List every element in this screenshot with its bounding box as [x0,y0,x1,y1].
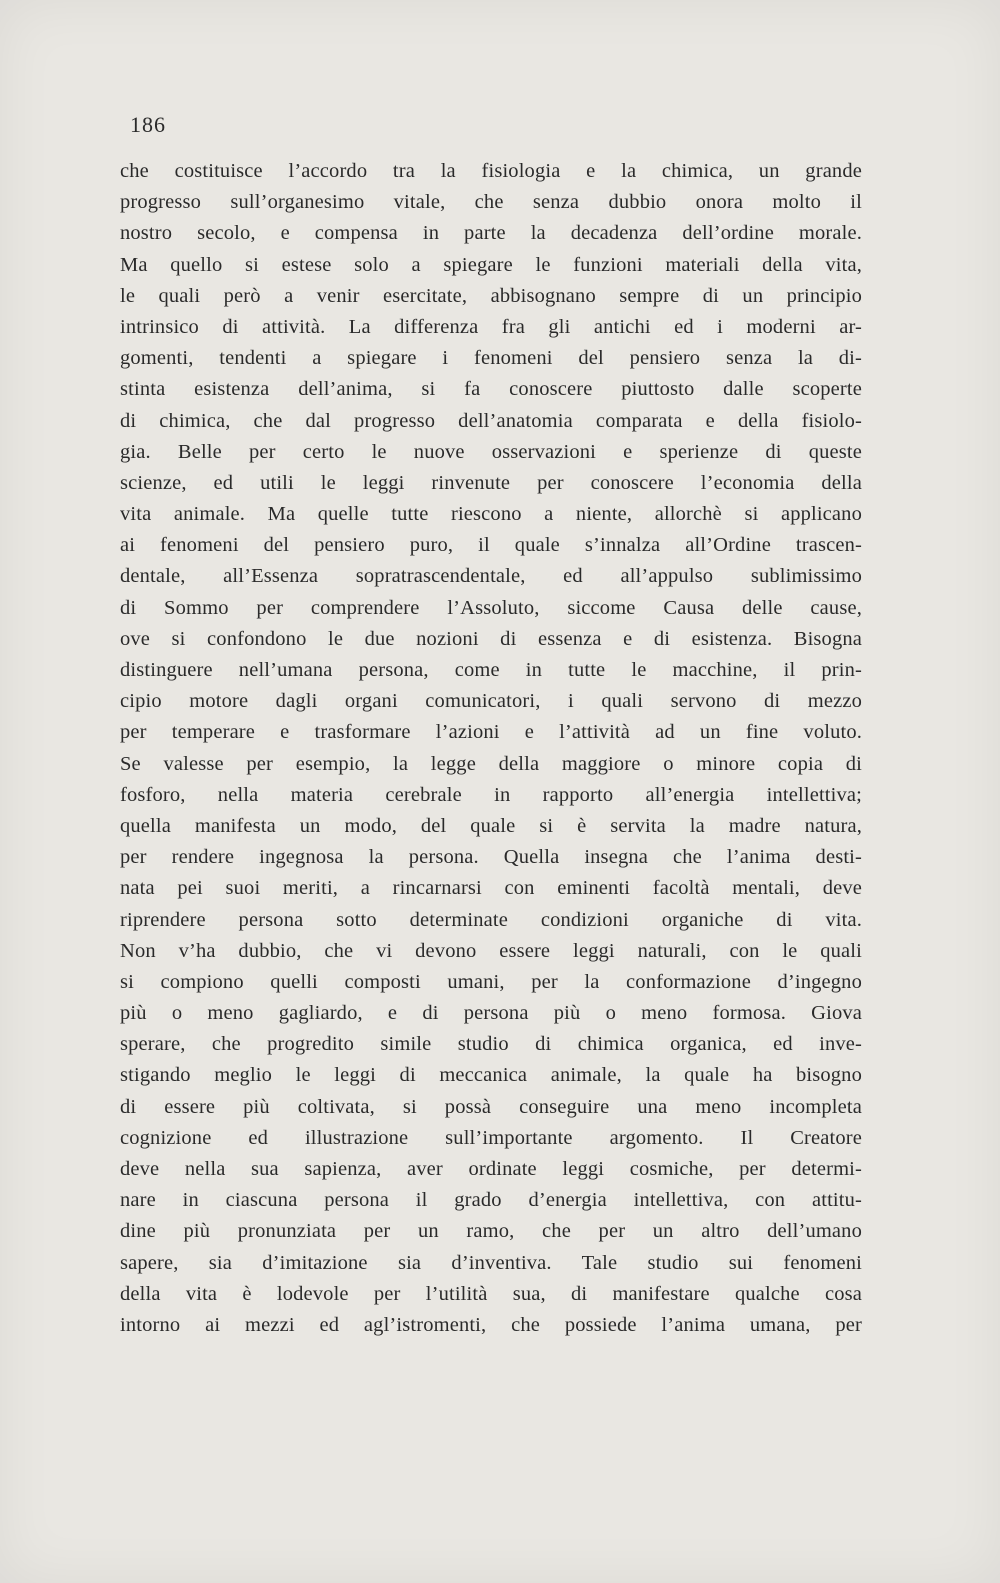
text-line: Se valesse per esempio, la legge della maggiore o minore copia di [120,752,862,775]
text-line: distinguere nell’umana persona, come in tutte le macchine, il prin- [120,659,862,681]
text-line: intrinsico di attività. La differenza fra gli antichi ed i moderni ar- [120,315,862,338]
text-line: per temperare e trasformare l’azioni e l’attività ad un fine voluto. [120,721,862,744]
text-line: stigando meglio le leggi di meccanica animale, la quale ha bisogno [120,1064,862,1087]
text-line: nostro secolo, e compensa in parte la decadenza dell’ordine morale. [120,222,862,245]
text-line: stinta esistenza dell’anima, si fa conoscere piuttosto dalle scoperte [120,378,862,401]
text-line: cognizione ed illustrazione sull’importante argomento. Il Creatore [120,1126,862,1149]
text-line: riprendere persona sotto determinate condizioni organiche di vita. [120,908,862,931]
text-line: di essere più coltivata, si possà conseguire una meno incompleta [120,1095,862,1118]
text-line: nare in ciascuna persona il grado d’energia intellettiva, con attitu- [120,1189,862,1212]
text-line: Non v’ha dubbio, che vi devono essere leggi naturali, con le quali [120,939,862,962]
text-line: progresso sull’organesimo vitale, che senza dubbio onora molto il [120,191,862,214]
text-line: scienze, ed utili le leggi rinvenute per conoscere l’economia della [120,471,862,494]
text-line: le quali però a venir esercitate, abbisognano sempre di un principio [120,284,862,307]
text-line: dentale, all’Essenza sopratrascendentale, ed all’appulso sublimissimo [120,565,862,588]
text-line: per rendere ingegnosa la persona. Quella insegna che l’anima desti- [120,846,862,869]
text-line: si compiono quelli composti umani, per la conformazione d’ingegno [120,970,862,993]
text-line: nata pei suoi meriti, a rincarnarsi con eminenti facoltà mentali, deve [120,877,862,900]
text-line: di Sommo per comprendere l’Assoluto, siccome Causa delle cause, [120,596,862,619]
text-line: sperare, che progredito simile studio di chimica organica, ed inve- [120,1033,862,1056]
text-line: dine più pronunziata per un ramo, che per un altro dell’umano [120,1220,862,1243]
text-line: gia. Belle per certo le nuove osservazioni e sperienze di queste [120,440,862,463]
text-line: ai fenomeni del pensiero puro, il quale s’innalza all’Ordine trascen- [120,534,862,557]
text-line: più o meno gagliardo, e di persona più o meno formosa. Giova [120,1002,862,1025]
body-text [120,156,862,1416]
text-line: gomenti, tendenti a spiegare i fenomeni del pensiero senza la di- [120,347,862,370]
text-line: deve nella sua sapienza, aver ordinate leggi cosmiche, per determi- [120,1158,862,1180]
text-line: che costituisce l’accordo tra la fisiologia e la chimica, un grande [120,160,862,182]
text-line: di chimica, che dal progresso dell’anatomia comparata e della fisiolo- [120,409,862,432]
text-line: vita animale. Ma quelle tutte riescono a niente, allorchè si applicano [120,503,862,526]
page-number: 186 [130,112,166,137]
text-line: cipio motore dagli organi comunicatori, i quali servono di mezzo [120,690,862,713]
text-line: ove si confondono le due nozioni di essenza e di esistenza. Bisogna [120,627,862,650]
text-line: intorno ai mezzi ed agl’istromenti, che possiede l’anima umana, per [120,1313,862,1336]
text-line: Ma quello si estese solo a spiegare le funzioni materiali della vita, [120,253,862,276]
text-line: della vita è lodevole per l’utilità sua, di manifestare qualche cosa [120,1282,862,1305]
text-line: sapere, sia d’imitazione sia d’inventiva. Tale studio sui fenomeni [120,1251,862,1274]
text-line: quella manifesta un modo, del quale si è servita la madre natura, [120,814,862,837]
text-line: fosforo, nella materia cerebrale in rapporto all’energia intellettiva; [120,783,862,806]
